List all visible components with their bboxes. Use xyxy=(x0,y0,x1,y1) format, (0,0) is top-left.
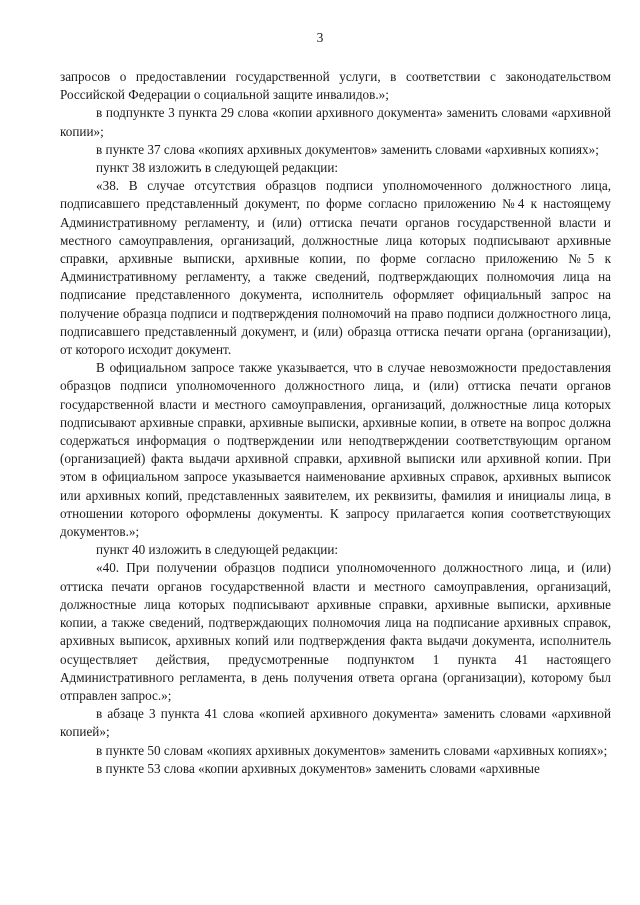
paragraph-item-38-text: «38. В случае отсутствия образцов подписи уполномоченного должностного лица, подписавшего представленный документ, по форме согласно приложению №4 к настоящему Административному регламенту, и (или) оттиска печати органов государственной власти и местного самоуправления, организаций, должностные лица которых подписывают архивные справки, архивные выписки, архивные копии, по форме согласно приложению №5 к Административному регламенту, а также сведений, подтверждающих полномочия лица на подписание представленного документа, исполнитель оформляет официальный запрос на получение образца подписи и подтверждения полномочий на право подписи должностного лица, подписавшего представленный документ, и (или) образца оттиска печати органа (организации), от которого исходит документ. xyxy=(60,178,611,358)
paragraph-amendment-item-41: в абзаце 3 пункта 41 слова «копией архивного документа» заменить словами «архивной копией»; xyxy=(60,706,611,740)
document-body xyxy=(60,68,611,778)
paragraph-item-38-intro: пункт 38 изложить в следующей редакции: xyxy=(96,160,339,176)
paragraph-amendment-item-53: в пункте 53 слова «копии архивных документов» заменить словами «архивные xyxy=(96,760,540,776)
paragraph-item-40-text: «40. При получении образцов подписи уполномоченного должностного лица, и (или) оттиска печати органов государственной власти и местного самоуправления, организаций, должностные лица которых подписывают архивные справки, архивные выписки, архивные копии, а также сведений, подтверждающих полномочия лица на подписание архивных справок, архивных выписок, архивных копий или подтверждения факта выдачи документа, исполнитель осуществляет действия, предусмотренные подпунктом 1 пункта 41 настоящего Административного регламента, в день получения ответа органа (организации), которому был отправлен запрос.»; xyxy=(60,560,611,703)
paragraph-item-40-intro: пункт 40 изложить в следующей редакции: xyxy=(96,542,339,558)
page-number: 3 xyxy=(316,30,324,45)
paragraph-continuation: запросов о предоставлении государственной услуги, в соответствии с законодательством Российской Федерации о социальной защите инвалидов.»; xyxy=(60,69,611,103)
paragraph-amendment-item-37: в пункте 37 слова «копиях архивных документов» заменить словами «архивных копиях»; xyxy=(96,141,599,157)
paragraph-official-request: В официальном запросе также указывается, что в случае невозможности предоставления образцов подписи уполномоченного должностного лица, и (или) оттиска печати органов государственной власти и местного самоуправления, организаций, должностные лица которых подписывают архивные справки, архивные выписки, архивные копии, в ответе на вопрос должна содержаться информация о подтверждении или неподтверждении соответствующим органом (организацией) факта выдачи архивной справки, архивной выписки или архивной копии. При этом в официальном запросе указывается наименование архивных справок, архивных выписок или архивных копий, представленных заявителем, их реквизиты, фамилия и инициалы лица, в отношении которого оформлены документы. К запросу прилагается копия соответствующих документов.»; xyxy=(60,360,611,540)
paragraph-amendment-item-29: в подпункте 3 пункта 29 слова «копии архивного документа» заменить словами «архивной копии»; xyxy=(60,105,611,139)
paragraph-amendment-item-50: в пункте 50 словам «копиях архивных документов» заменить словами «архивных копиях»; xyxy=(96,742,608,758)
